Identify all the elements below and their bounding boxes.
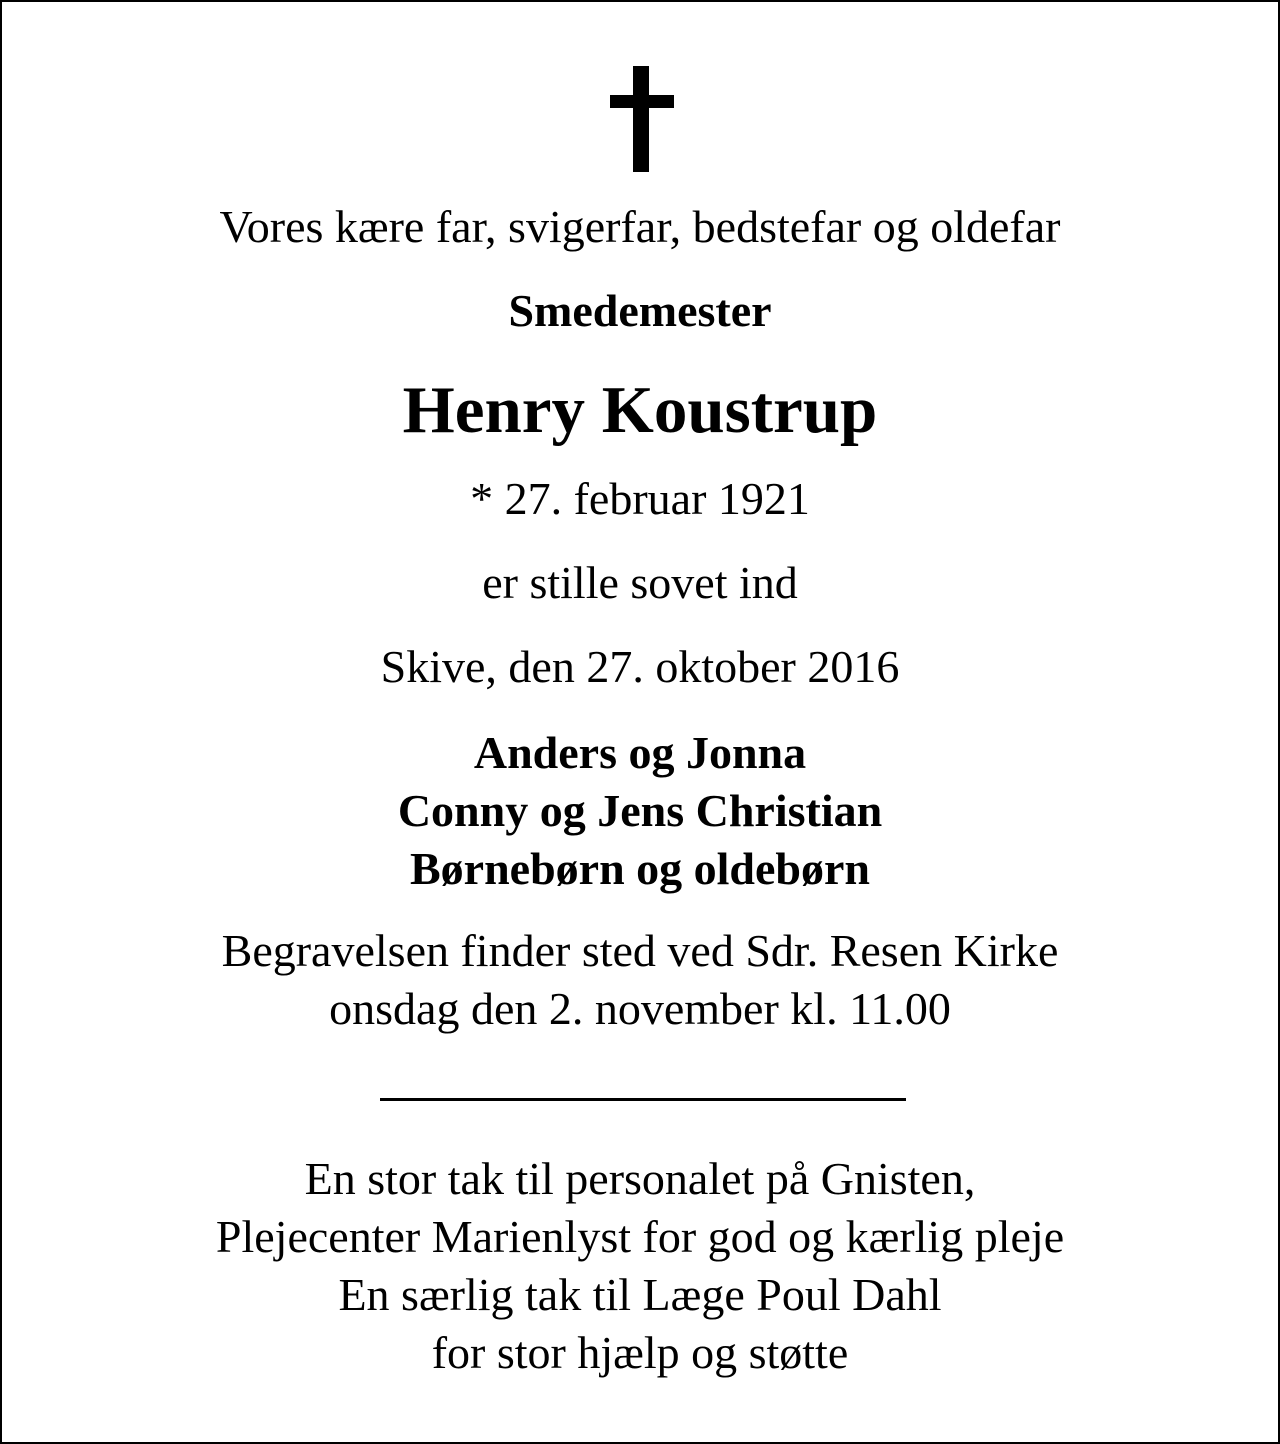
birth-date: * 27. februar 1921 xyxy=(470,473,810,524)
deceased-name: Henry Koustrup xyxy=(402,373,878,447)
place-and-date: Skive, den 27. oktober 2016 xyxy=(380,641,900,692)
thanks-line: Plejecenter Marienlyst for god og kærlig pleje xyxy=(215,1211,1065,1262)
cross-icon xyxy=(610,66,674,172)
thanks-line: for stor hjælp og støtte xyxy=(431,1327,849,1378)
divider xyxy=(380,1098,906,1101)
thanks-line: En stor tak til personalet på Gnisten, xyxy=(304,1153,976,1204)
family-line: Conny og Jens Christian xyxy=(397,785,883,836)
funeral-line: Begravelsen finder sted ved Sdr. Resen Kirke xyxy=(221,925,1059,976)
family-line: Børnebørn og oldebørn xyxy=(409,843,871,894)
occupation-title: Smedemester xyxy=(508,285,772,336)
passed-text: er stille sovet ind xyxy=(482,557,798,608)
family-line: Anders og Jonna xyxy=(473,727,807,778)
intro-text: Vores kære far, svigerfar, bedstefar og oldefar xyxy=(219,201,1061,252)
funeral-line: onsdag den 2. november kl. 11.00 xyxy=(329,983,951,1034)
thanks-line: En særlig tak til Læge Poul Dahl xyxy=(338,1269,942,1320)
